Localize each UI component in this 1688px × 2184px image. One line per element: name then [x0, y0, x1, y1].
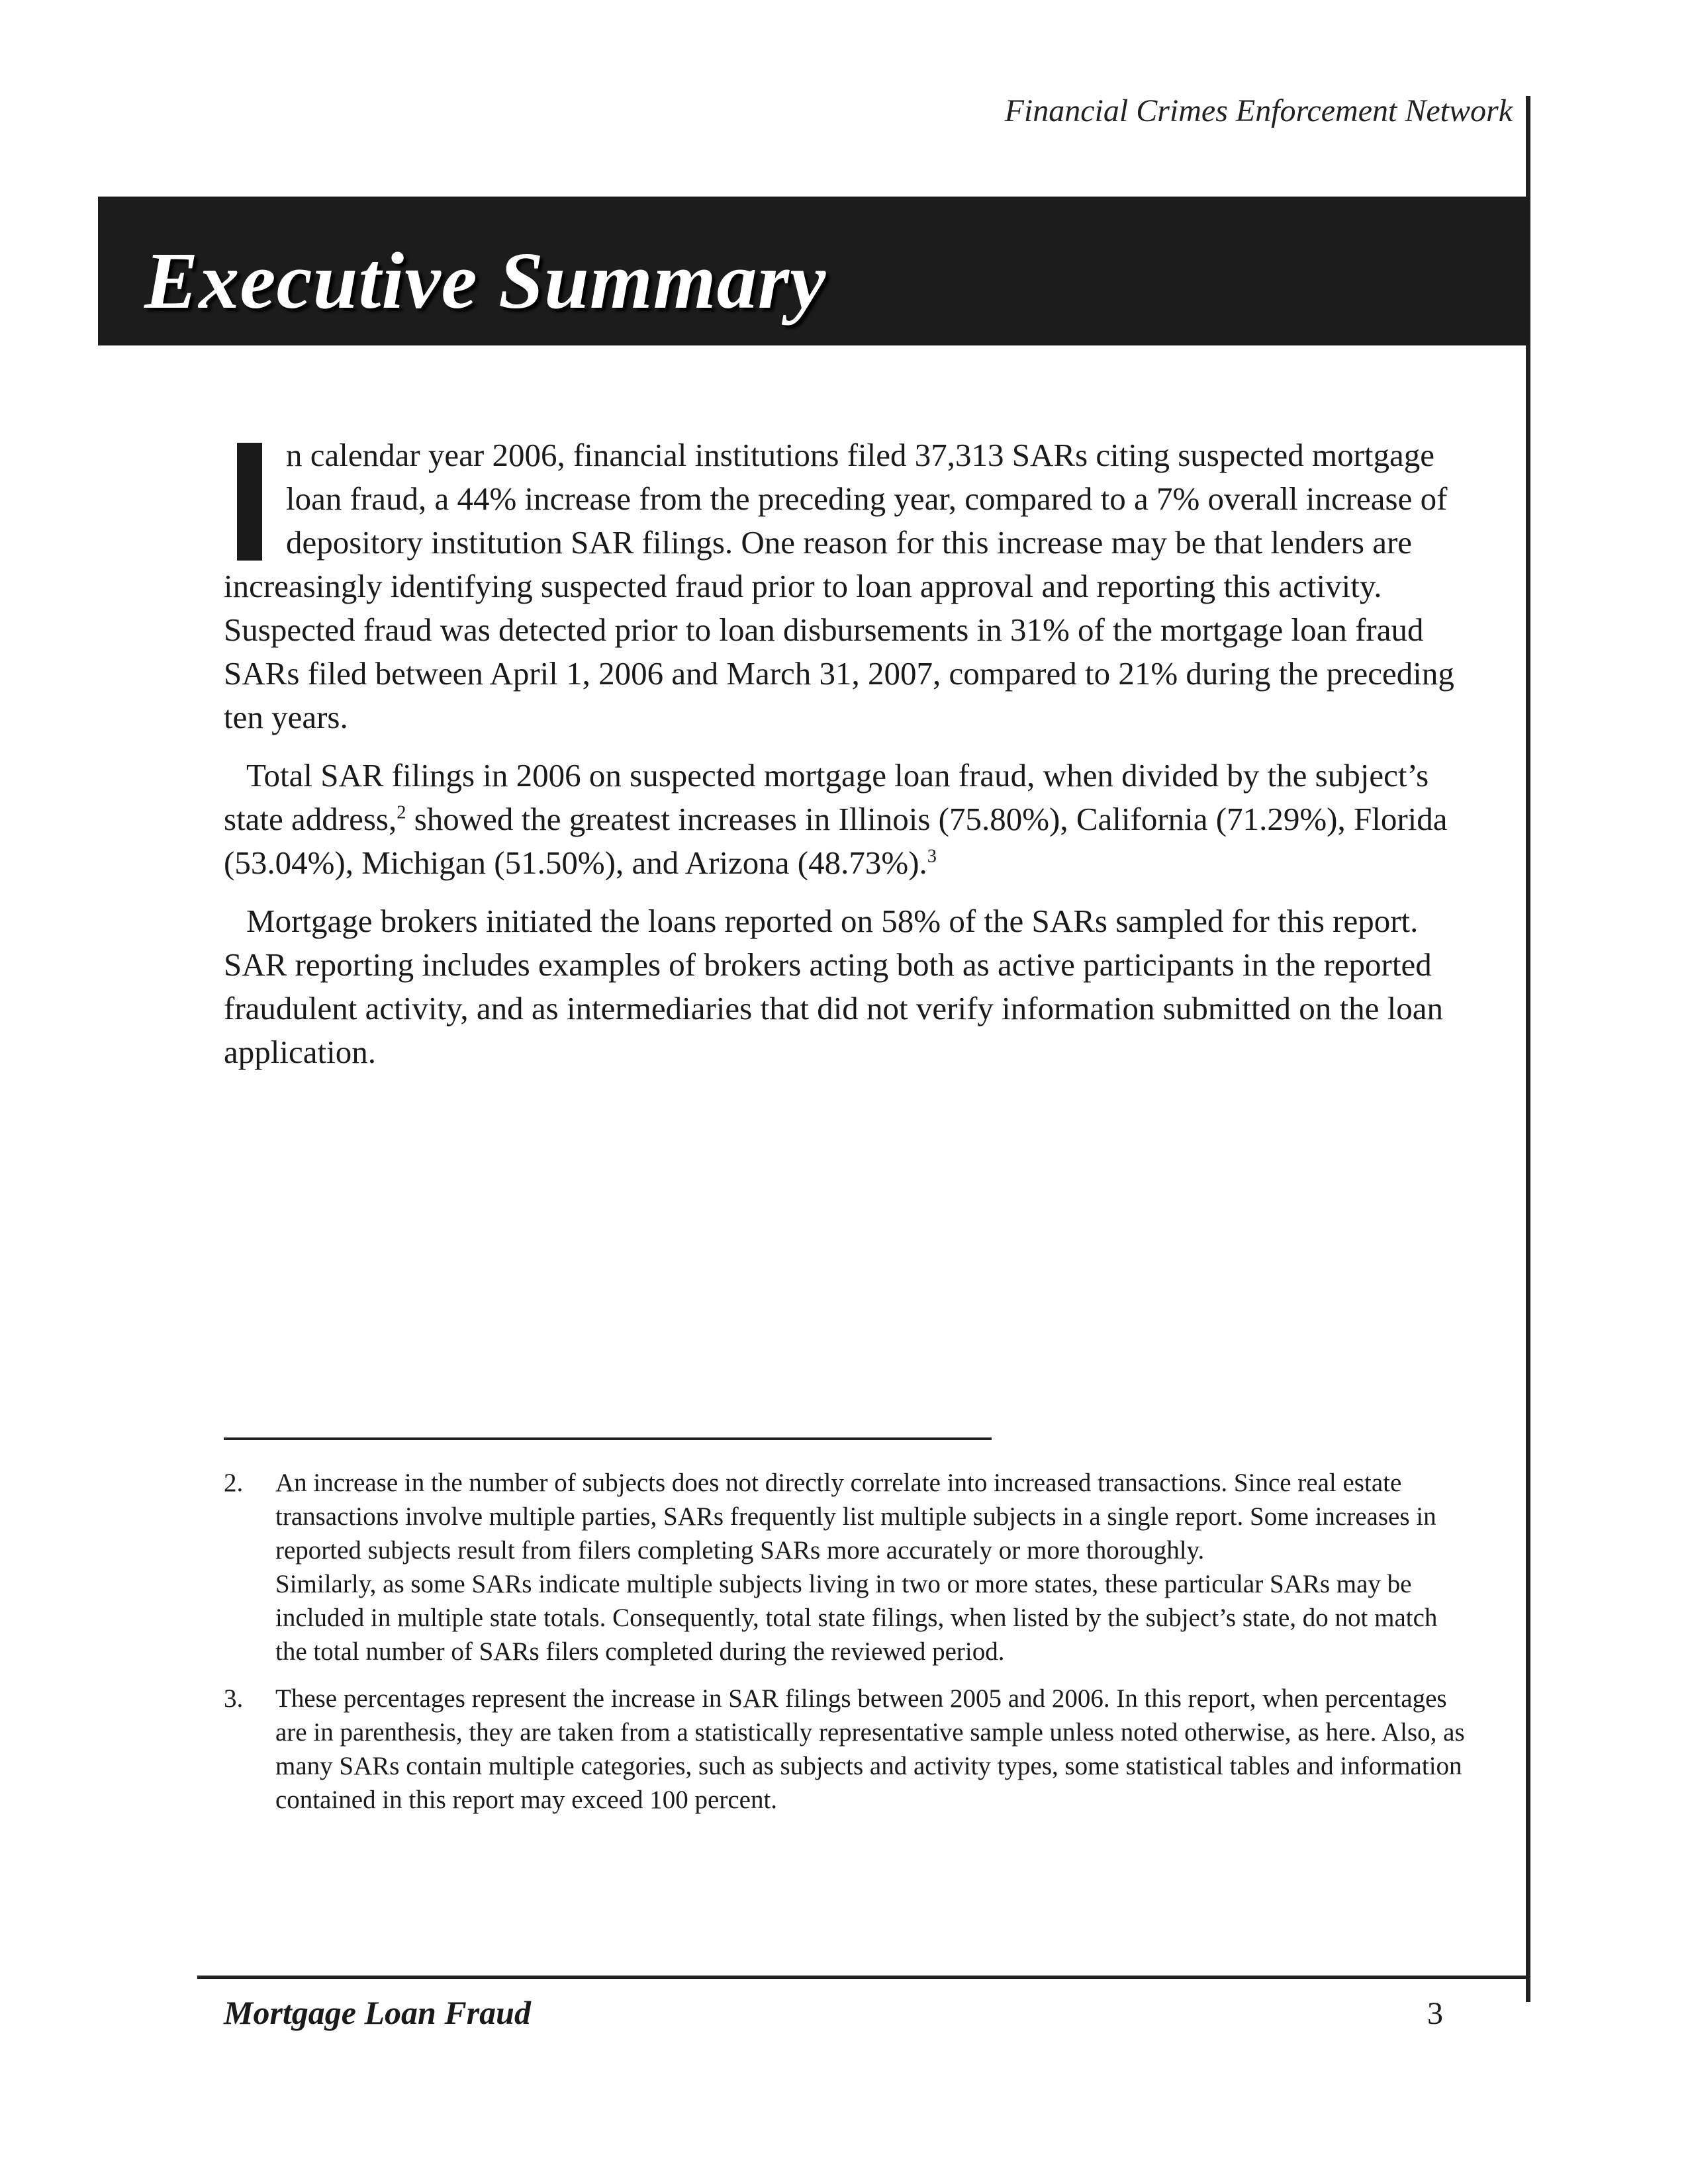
paragraph-2-text-b: showed the greatest increases in Illinois (75.80%), California (71.29%), Florida (53.04%), Michigan (51.50%), and Arizona (48.73%).: [224, 801, 1448, 881]
footnote-3: [224, 1682, 1468, 1817]
section-title-bar: [98, 197, 1529, 345]
footnote-ref-3[interactable]: 3: [927, 846, 937, 867]
running-header: Financial Crimes Enforcement Network: [1004, 93, 1513, 128]
paragraph-1-text: n calendar year 2006, financial institutions filed 37,313 SARs citing suspected mortgage loan fraud, a 44% increase from the preceding year, compared to a 7% overall increase of depository institution SAR filings. One reason for this increase may be that lenders are increasingly identifying suspected fraud prior to loan approval and reporting this activity. Suspected fraud was detected prior to loan disbursements in 31% of the mortgage loan fraud SARs filed between April 1, 2006 and March 31, 2007, compared to 21% during the preceding ten years.: [224, 437, 1454, 735]
paragraph-1: [224, 433, 1478, 739]
paragraph-2-text-a: Total SAR filings in 2006 on suspected mortgage loan fraud, when divided by the subject’s state address,: [224, 757, 1429, 837]
drop-cap: [237, 443, 262, 561]
page-number: 3: [1427, 1996, 1443, 2031]
footnote-divider: [224, 1437, 992, 1440]
footer-rule: [197, 1976, 1530, 1979]
footer-title: Mortgage Loan Fraud: [224, 1994, 531, 2031]
paragraph-2: [224, 754, 1478, 885]
section-title: Executive Summary: [144, 236, 827, 326]
footnote-text: An increase in the number of subjects does not directly correlate into increased transactions. Since real estate transactions involve multiple parties, SARs frequently list multiple subjects in a single report. Some increases in reported subjects result from filers completing SARs more accurately or more thoroughly.: [275, 1469, 1436, 1565]
footnote-ref-2[interactable]: 2: [397, 802, 406, 823]
footnote-number: 3.: [224, 1684, 244, 1713]
body-text: [224, 433, 1478, 1089]
footnote-text-continued: Similarly, as some SARs indicate multiple subjects living in two or more states, these particular SARs may be included in multiple state totals. Consequently, total state filings, when listed by the subject’s state, do not match the total number of SARs filers completed during the reviewed period.: [275, 1570, 1438, 1666]
footnote-2: [224, 1466, 1468, 1668]
paragraph-3: Mortgage brokers initiated the loans reported on 58% of the SARs sampled for this report. SAR reporting includes examples of brokers acting both as active participants in the reported fraudulent activity, and as intermediaries that did not verify information submitted on the loan application.: [224, 903, 1443, 1070]
right-margin-rule: [1526, 96, 1530, 2002]
footnotes: [224, 1466, 1468, 1830]
footnote-number: 2.: [224, 1469, 244, 1497]
footnote-text: These percentages represent the increase in SAR filings between 2005 and 2006. In this report, when percentages are in parenthesis, they are taken from a statistically representative sample unless noted otherwise, as here. Also, as many SARs contain multiple categories, such as subjects and activity types, some statistical tables and information contained in this report may exceed 100 percent.: [275, 1684, 1465, 1814]
